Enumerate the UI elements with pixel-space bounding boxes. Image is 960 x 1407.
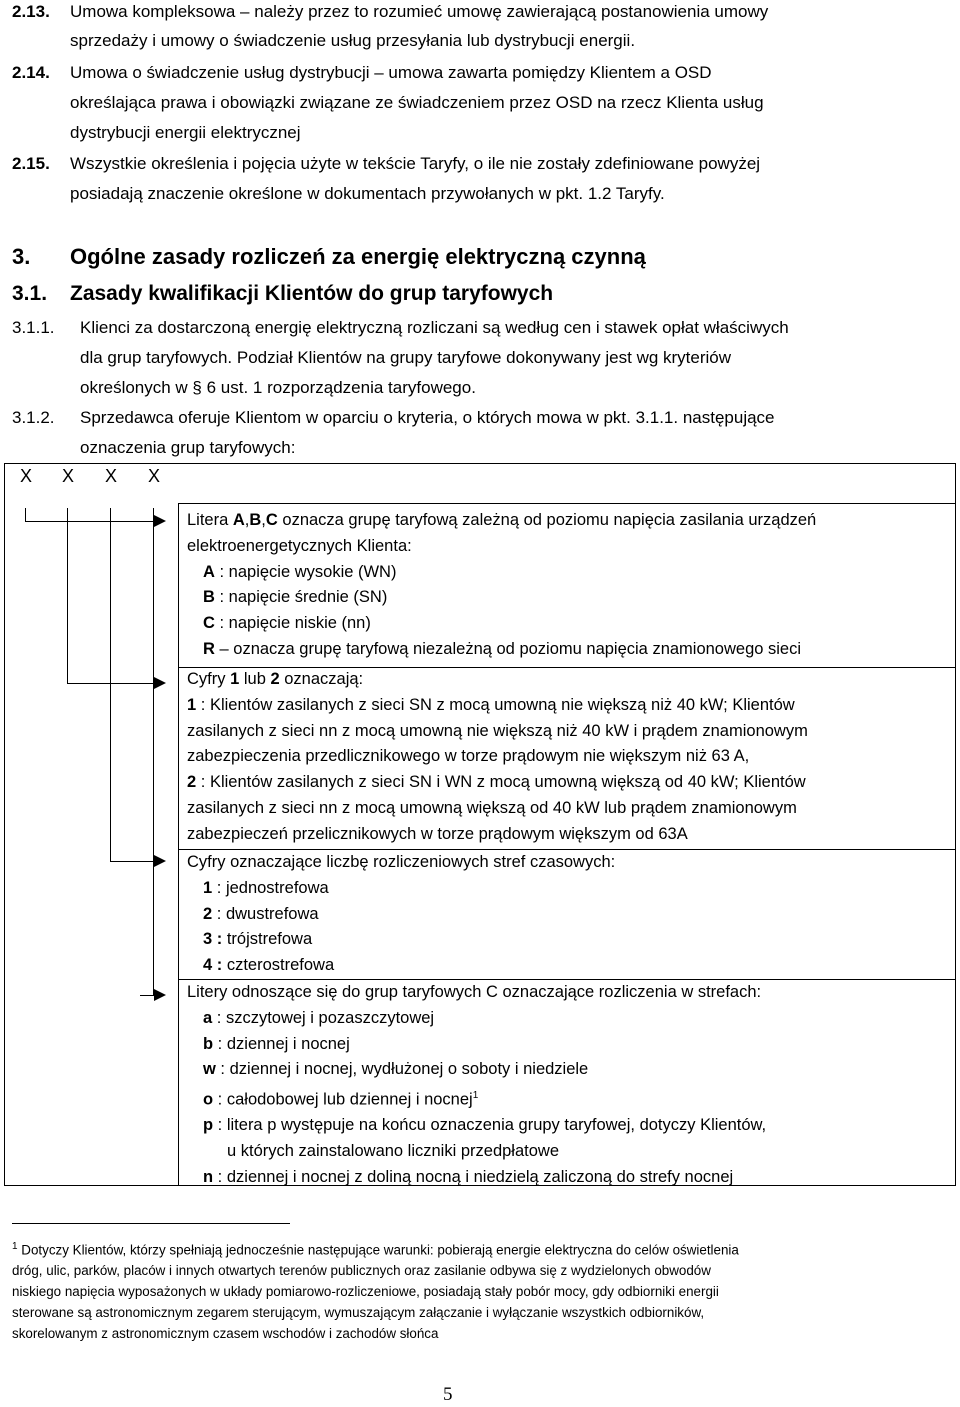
item-key: 1: [187, 695, 197, 714]
footnote: [12, 1236, 739, 1344]
list-item-continuation: u których zainstalowano liczniki przedpłatowe: [227, 1142, 559, 1161]
item-key: o: [203, 1090, 214, 1109]
item-key: b: [203, 1034, 214, 1053]
connector-line: [153, 508, 154, 996]
item-key: 2: [187, 773, 197, 792]
list-item: [187, 611, 816, 637]
item-key: R: [203, 639, 215, 658]
section-text: dla grup taryfowych. Podział Klientów na grupy taryfowe dokonywany jest wg kryteriów: [80, 348, 732, 367]
list-item: [187, 585, 816, 611]
row2-line: [187, 693, 808, 719]
footnote-separator: [12, 1223, 290, 1224]
connector-line: [110, 508, 111, 862]
list-item: [187, 902, 615, 928]
connector-line: [67, 508, 68, 684]
letter-b: B: [249, 511, 262, 529]
item-text: czterostrefowa: [222, 956, 335, 975]
item-key: 3 :: [203, 930, 223, 949]
arrow-icon: [154, 855, 166, 867]
section-text: określająca prawa i obowiązki związane ze świadczeniem przez OSD na rzecz Klienta usług: [70, 93, 764, 112]
item-text: : dziennej i nocnej, wydłużonej o soboty i niedziele: [215, 1060, 589, 1079]
section-number: 3.1.2.: [12, 408, 55, 427]
item-key: p: [203, 1116, 214, 1135]
item-key: 1: [203, 878, 213, 897]
list-item: [187, 560, 816, 586]
footnote-text: Dotyczy Klientów, którzy spełniają jednocześnie następujące warunki: pobierają energie elektryczna do celów oświetlenia: [21, 1242, 739, 1258]
column-divider: [178, 503, 179, 1186]
x-mark: X: [148, 466, 161, 486]
list-item: [187, 1165, 766, 1191]
list-item: [187, 953, 615, 979]
footnote-line: dróg, ulic, parków, placów i innych otwartych terenów publicznych oraz zasilanie odbywa się z wydzielonych obwodów: [12, 1263, 711, 1279]
row3-intro: Cyfry oznaczające liczbę rozliczeniowych stref czasowych:: [187, 853, 616, 871]
section-number: 2.15.: [12, 154, 50, 173]
item-key: n: [203, 1168, 214, 1187]
list-item: [187, 1032, 766, 1058]
heading-number: 3.1.: [12, 282, 48, 305]
item-key: a: [203, 1008, 213, 1027]
row1-content: [187, 508, 816, 663]
x-mark: X: [62, 466, 75, 486]
arrow-icon: [154, 677, 166, 689]
connector-line: [140, 995, 155, 996]
item-text: : Klientów zasilanych z sieci SN i WN z mocą umowną większą od 40 kW; Klientów: [196, 773, 806, 792]
item-key: 4 :: [203, 956, 223, 975]
item-key: B: [203, 588, 215, 607]
section-text: Wszystkie określenia i pojęcia użyte w tekście Taryfy, o ile nie zostały zdefiniowane powyżej: [70, 154, 761, 173]
row4-content: [187, 980, 766, 1191]
section-number: 3.1.1.: [12, 318, 55, 337]
page-number: 5: [443, 1384, 453, 1405]
item-text: : Klientów zasilanych z sieci SN z mocą umowną nie większą niż 40 kW; Klientów: [196, 695, 795, 714]
footnote-line: [12, 1236, 739, 1260]
item-key: C: [203, 614, 215, 633]
row1-intro-line2: elektroenergetycznych Klienta:: [187, 536, 412, 555]
row2-content: [187, 667, 808, 848]
footnote-line: sterowane są astronomicznym zegarem sterującym, wymuszającym załączanie i wyłączanie wszystkich odbiorników,: [12, 1305, 705, 1321]
item-key: A: [203, 562, 215, 581]
comma: ,: [261, 511, 266, 529]
item-text: : dziennej i nocnej z doliną nocną i niedzielą zaliczoną do strefy nocnej: [213, 1168, 734, 1187]
list-item: [187, 1113, 766, 1139]
row4-intro: Litery odnoszące się do grup taryfowych C oznaczające rozliczenia w strefach:: [187, 983, 762, 1001]
list-item: [187, 1057, 766, 1083]
section-text: sprzedaży i umowy o świadczenie usług przesyłania lub dystrybucji energii.: [70, 31, 636, 50]
section-text: Umowa kompleksowa – należy przez to rozumieć umowę zawierającą postanowienia umowy: [70, 2, 769, 21]
row3-content: [187, 850, 615, 979]
row2-line: zasilanych z sieci nn z mocą umowną większą od 40 kW lub prądem znamionowym: [187, 798, 797, 817]
footnote-line: niskiego napięcia wyposażonych w układy pomiarowo-rozliczeniowe, posiadają stały pobór mocy, gdy odbiorniki energii: [12, 1284, 719, 1300]
item-text: : napięcie średnie (SN): [214, 588, 388, 607]
arrow-icon: [154, 515, 166, 527]
footnote-ref: 1: [472, 1090, 479, 1102]
section-text: Umowa o świadczenie usług dystrybucji – umowa zawarta pomiędzy Klientem a OSD: [70, 63, 712, 82]
row2-line: [187, 770, 808, 796]
text: oznacza grupę taryfową zależną od poziomu napięcia zasilania urządzeń: [277, 511, 817, 529]
arrow-icon: [154, 989, 166, 1001]
section-number: 2.13.: [12, 2, 50, 21]
row1-intro: [187, 508, 816, 534]
comma: ,: [244, 511, 250, 529]
section-text: posiadają znaczenie określone w dokumentach przywołanych w pkt. 1.2 Taryfy.: [70, 184, 665, 203]
frame-top-border: [4, 463, 956, 464]
list-item: [187, 927, 615, 953]
frame-right-border: [955, 463, 956, 1186]
section-text: Klienci za dostarczoną energię elektryczną rozliczani są według cen i stawek opłat właściwych: [80, 318, 789, 337]
item-text: trójstrefowa: [222, 930, 313, 949]
connector-line: [110, 861, 155, 862]
text: oznaczają:: [279, 670, 364, 688]
row-divider: [178, 503, 956, 504]
connector-line: [25, 508, 26, 522]
section-text: dystrybucji energii elektrycznej: [70, 123, 301, 142]
digit-2: 2: [270, 670, 280, 688]
text: Litera: [187, 511, 233, 529]
row2-line: zabezpieczeń przelicznikowych w torze prądowym większym od 63A: [187, 824, 688, 843]
item-text: : dziennej i nocnej: [213, 1034, 350, 1053]
list-item: [187, 1083, 766, 1113]
footnote-line: skorelowanym z astronomicznym czasem wschodów i zachodów słońca: [12, 1326, 439, 1342]
list-item: [187, 876, 615, 902]
connector-line: [67, 683, 155, 684]
footnote-mark: 1: [12, 1241, 18, 1252]
item-text: : napięcie niskie (nn): [214, 614, 371, 633]
list-item: [187, 1006, 766, 1032]
row2-line: zabezpieczenia przedlicznikowego w torze prądowym nie większym niż 63 A,: [187, 747, 750, 766]
section-text: określonych w § 6 ust. 1 rozporządzenia taryfowego.: [80, 378, 476, 397]
section-text: oznaczenia grup taryfowych:: [80, 438, 296, 457]
item-text: : jednostrefowa: [212, 878, 329, 897]
heading-number: 3.: [12, 244, 31, 269]
frame-left-border: [4, 463, 5, 1186]
digit-1: 1: [230, 670, 240, 688]
item-text: : szczytowej i pozaszczytowej: [212, 1008, 435, 1027]
connector-line: [25, 521, 155, 522]
section-text: Sprzedawca oferuje Klientom w oparciu o kryteria, o których mowa w pkt. 3.1.1. następujące: [80, 408, 775, 427]
letter-a: A: [232, 511, 245, 529]
heading-title: Ogólne zasady rozliczeń za energię elektryczną czynną: [70, 244, 646, 269]
item-key: 2: [203, 904, 213, 923]
item-text: : napięcie wysokie (WN): [214, 562, 397, 581]
item-text: : dwustrefowa: [212, 904, 319, 923]
x-mark: X: [105, 466, 118, 486]
x-mark: X: [20, 466, 33, 486]
text: Cyfry: [187, 670, 231, 688]
row2-intro: [187, 667, 808, 693]
heading-title: Zasady kwalifikacji Klientów do grup taryfowych: [70, 282, 554, 305]
item-text: : całodobowej lub dziennej i nocnej: [213, 1090, 473, 1109]
xmarks-row: [0, 460, 960, 490]
letter-c: C: [265, 511, 278, 529]
row2-line: zasilanych z sieci nn z mocą umowną nie większą niż 40 kW i prądem znamionowym: [187, 721, 808, 740]
list-item: [187, 637, 816, 663]
item-text: : litera p występuje na końcu oznaczenia grupy taryfowej, dotyczy Klientów,: [213, 1116, 767, 1135]
item-text: – oznacza grupę taryfową niezależną od poziomu napięcia znamionowego sieci: [214, 639, 802, 658]
item-key: w: [203, 1060, 216, 1079]
text: lub: [239, 670, 271, 688]
section-number: 2.14.: [12, 63, 50, 82]
